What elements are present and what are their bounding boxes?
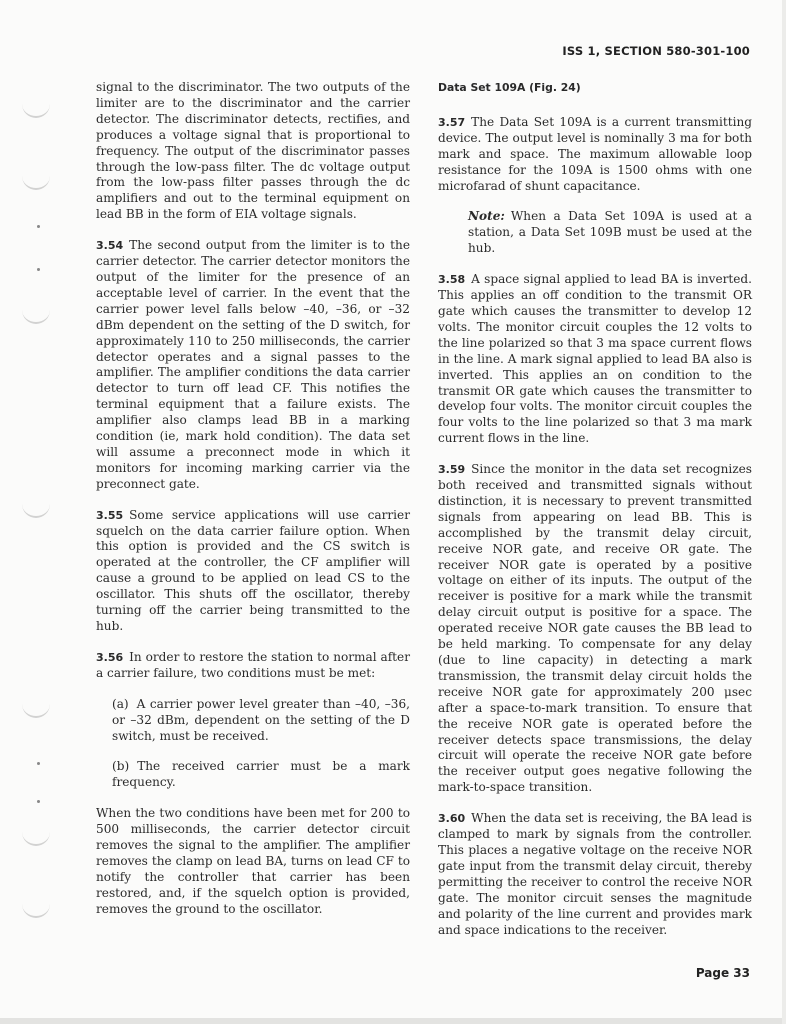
paragraph-number: 3.55 bbox=[96, 508, 124, 522]
paragraph-text: Some service applications will use carrier squelch on the data carrier failure option. When this option is provided and the CS switch is operated at the controller, the CF amplifier will cause a ground to be applied on lead CS to the oscillator. This shuts off the oscillator, thereby turning off the carrier being transmitted to the hub. bbox=[96, 507, 410, 633]
paragraph-3-60 bbox=[438, 811, 752, 938]
speck bbox=[37, 800, 40, 803]
condition-b bbox=[112, 759, 410, 791]
paragraph-3-57 bbox=[438, 115, 752, 195]
left-column bbox=[96, 80, 410, 933]
section-header: ISS 1, SECTION 580-301-100 bbox=[562, 44, 750, 58]
binder-hole bbox=[22, 900, 50, 918]
paragraph-3-54 bbox=[96, 238, 410, 493]
right-column bbox=[438, 80, 752, 953]
closing-paragraph: When the two conditions have been met for 200 to 500 milliseconds, the carrier detector circuit removes the signal to the amplifier. The amplifier removes the clamp on lead BA, turns on lead CF to notify the controller that carrier has been restored, and, if the squelch option is provided, removes the ground to the oscillator. bbox=[96, 806, 410, 916]
paragraph-text: The second output from the limiter is to the carrier detector. The carrier detector monitors the output of the limiter for the presence of an acceptable level of carrier. In the event that the carrier power level falls below –40, –36, or –32 dBm dependent on the setting of the D switch, for approximately 110 to 250 milliseconds, the carrier detector operates and a signal passes to the amplifier. The amplifier conditions the data carrier detector to turn off lead CF. This notifies the terminal equipment that a failure exists. The amplifier also clamps lead BB in a marking condition (ie, mark hold condition). The data set will assume a preconnect mode in which it monitors for incoming marking carrier via the preconnect gate. bbox=[96, 238, 410, 491]
paragraph-text: The Data Set 109A is a current transmitting device. The output level is nominally 3 ma for both mark and space. The maximum allowable loop resistance for the 109A is 1500 ohms with one microfarad of shunt capacitance. bbox=[438, 114, 752, 193]
note bbox=[468, 209, 752, 257]
scan-bottom-edge bbox=[0, 1018, 786, 1024]
binder-hole bbox=[22, 700, 50, 718]
item-text: The received carrier must be a mark frequency. bbox=[112, 759, 410, 790]
paragraph-number: 3.54 bbox=[96, 239, 124, 253]
paragraph-3-56 bbox=[96, 650, 410, 682]
page-number: Page 33 bbox=[695, 966, 750, 980]
paragraph-3-55 bbox=[96, 508, 410, 635]
binder-hole bbox=[22, 306, 50, 324]
binder-hole-marks bbox=[0, 0, 60, 1024]
paragraph-number: 3.56 bbox=[96, 650, 124, 664]
speck bbox=[37, 762, 40, 765]
speck bbox=[37, 225, 40, 228]
binder-hole bbox=[22, 172, 50, 190]
intro-paragraph: signal to the discriminator. The two outputs of the limiter are to the discriminator and the carrier detector. The discriminator detects, rectifies, and produces a voltage signal that is proportional to frequency. The output of the discriminator passes through the low-pass filter. The dc voltage output from the low-pass filter passes through the dc amplifiers and out to the terminal equipment on lead BB in the form of EIA voltage signals. bbox=[96, 80, 410, 222]
paragraph-text: When the data set is receiving, the BA lead is clamped to mark by signals from the controller. This places a negative voltage on the receive NOR gate input from the transmit delay circuit, thereby permitting the receiver to control the receive NOR gate. The monitor circuit senses the magnitude and polarity of the line current and provides mark and space indications to the receiver. bbox=[438, 811, 752, 937]
binder-hole bbox=[22, 100, 50, 118]
section-heading: Data Set 109A (Fig. 24) bbox=[438, 81, 581, 94]
paragraph-number: 3.57 bbox=[438, 115, 466, 129]
paragraph-3-59 bbox=[438, 462, 752, 796]
condition-a bbox=[112, 697, 410, 745]
paragraph-text: In order to restore the station to normal after a carrier failure, two conditions must be met: bbox=[96, 649, 410, 680]
item-letter: (a) bbox=[112, 696, 129, 711]
speck bbox=[37, 268, 40, 271]
paragraph-text: A space signal applied to lead BA is inverted. This applies an off condition to the transmit OR gate which causes the transmitter to develop 12 volts. The monitor circuit couples the 12 volts to the line polarized so that 3 ma space current flows in the line. A mark signal applied to lead BA also is inverted. This applies an on condition to the transmit OR gate which causes the transmitter to develop four volts. The monitor circuit couples the four volts to the line polarized so that 3 ma mark current flows in the line. bbox=[438, 272, 752, 446]
binder-hole bbox=[22, 500, 50, 518]
binder-hole bbox=[22, 828, 50, 846]
paragraph-text: Since the monitor in the data set recognizes both received and transmitted signals without distinction, it is necessary to prevent transmitted signals from appearing on lead BB. This is accomplished by the transmit delay circuit, receive NOR gate, and receive OR gate. The receiver NOR gate is operated by a positive voltage on either of its inputs. The output of the receiver is positive for a mark while the transmit delay circuit output is positive for a space. The operated receive NOR gate causes the BB lead to be held marking. To compensate for any delay (due to line capacity) in detecting a mark transmission, the transmit delay circuit holds the receive NOR gate for approximately 200 μsec after a space-to-mark transition. To ensure that the receive NOR gate is operated before the receiver detects space transmissions, the delay circuit will operate the receive NOR gate before the receiver output goes negative following the mark-to-space transition. bbox=[438, 462, 752, 795]
scan-right-edge bbox=[782, 0, 786, 1024]
note-text: When a Data Set 109A is used at a station, a Data Set 109B must be used at the hub. bbox=[468, 209, 752, 256]
item-letter: (b) bbox=[112, 759, 130, 774]
paragraph-3-58 bbox=[438, 272, 752, 447]
paragraph-number: 3.59 bbox=[438, 463, 466, 477]
paragraph-number: 3.60 bbox=[438, 812, 466, 826]
item-text: A carrier power level greater than –40, –36, or –32 dBm, dependent on the setting of the D switch, must be received. bbox=[112, 696, 410, 743]
note-label: Note: bbox=[468, 209, 505, 224]
paragraph-number: 3.58 bbox=[438, 273, 466, 287]
